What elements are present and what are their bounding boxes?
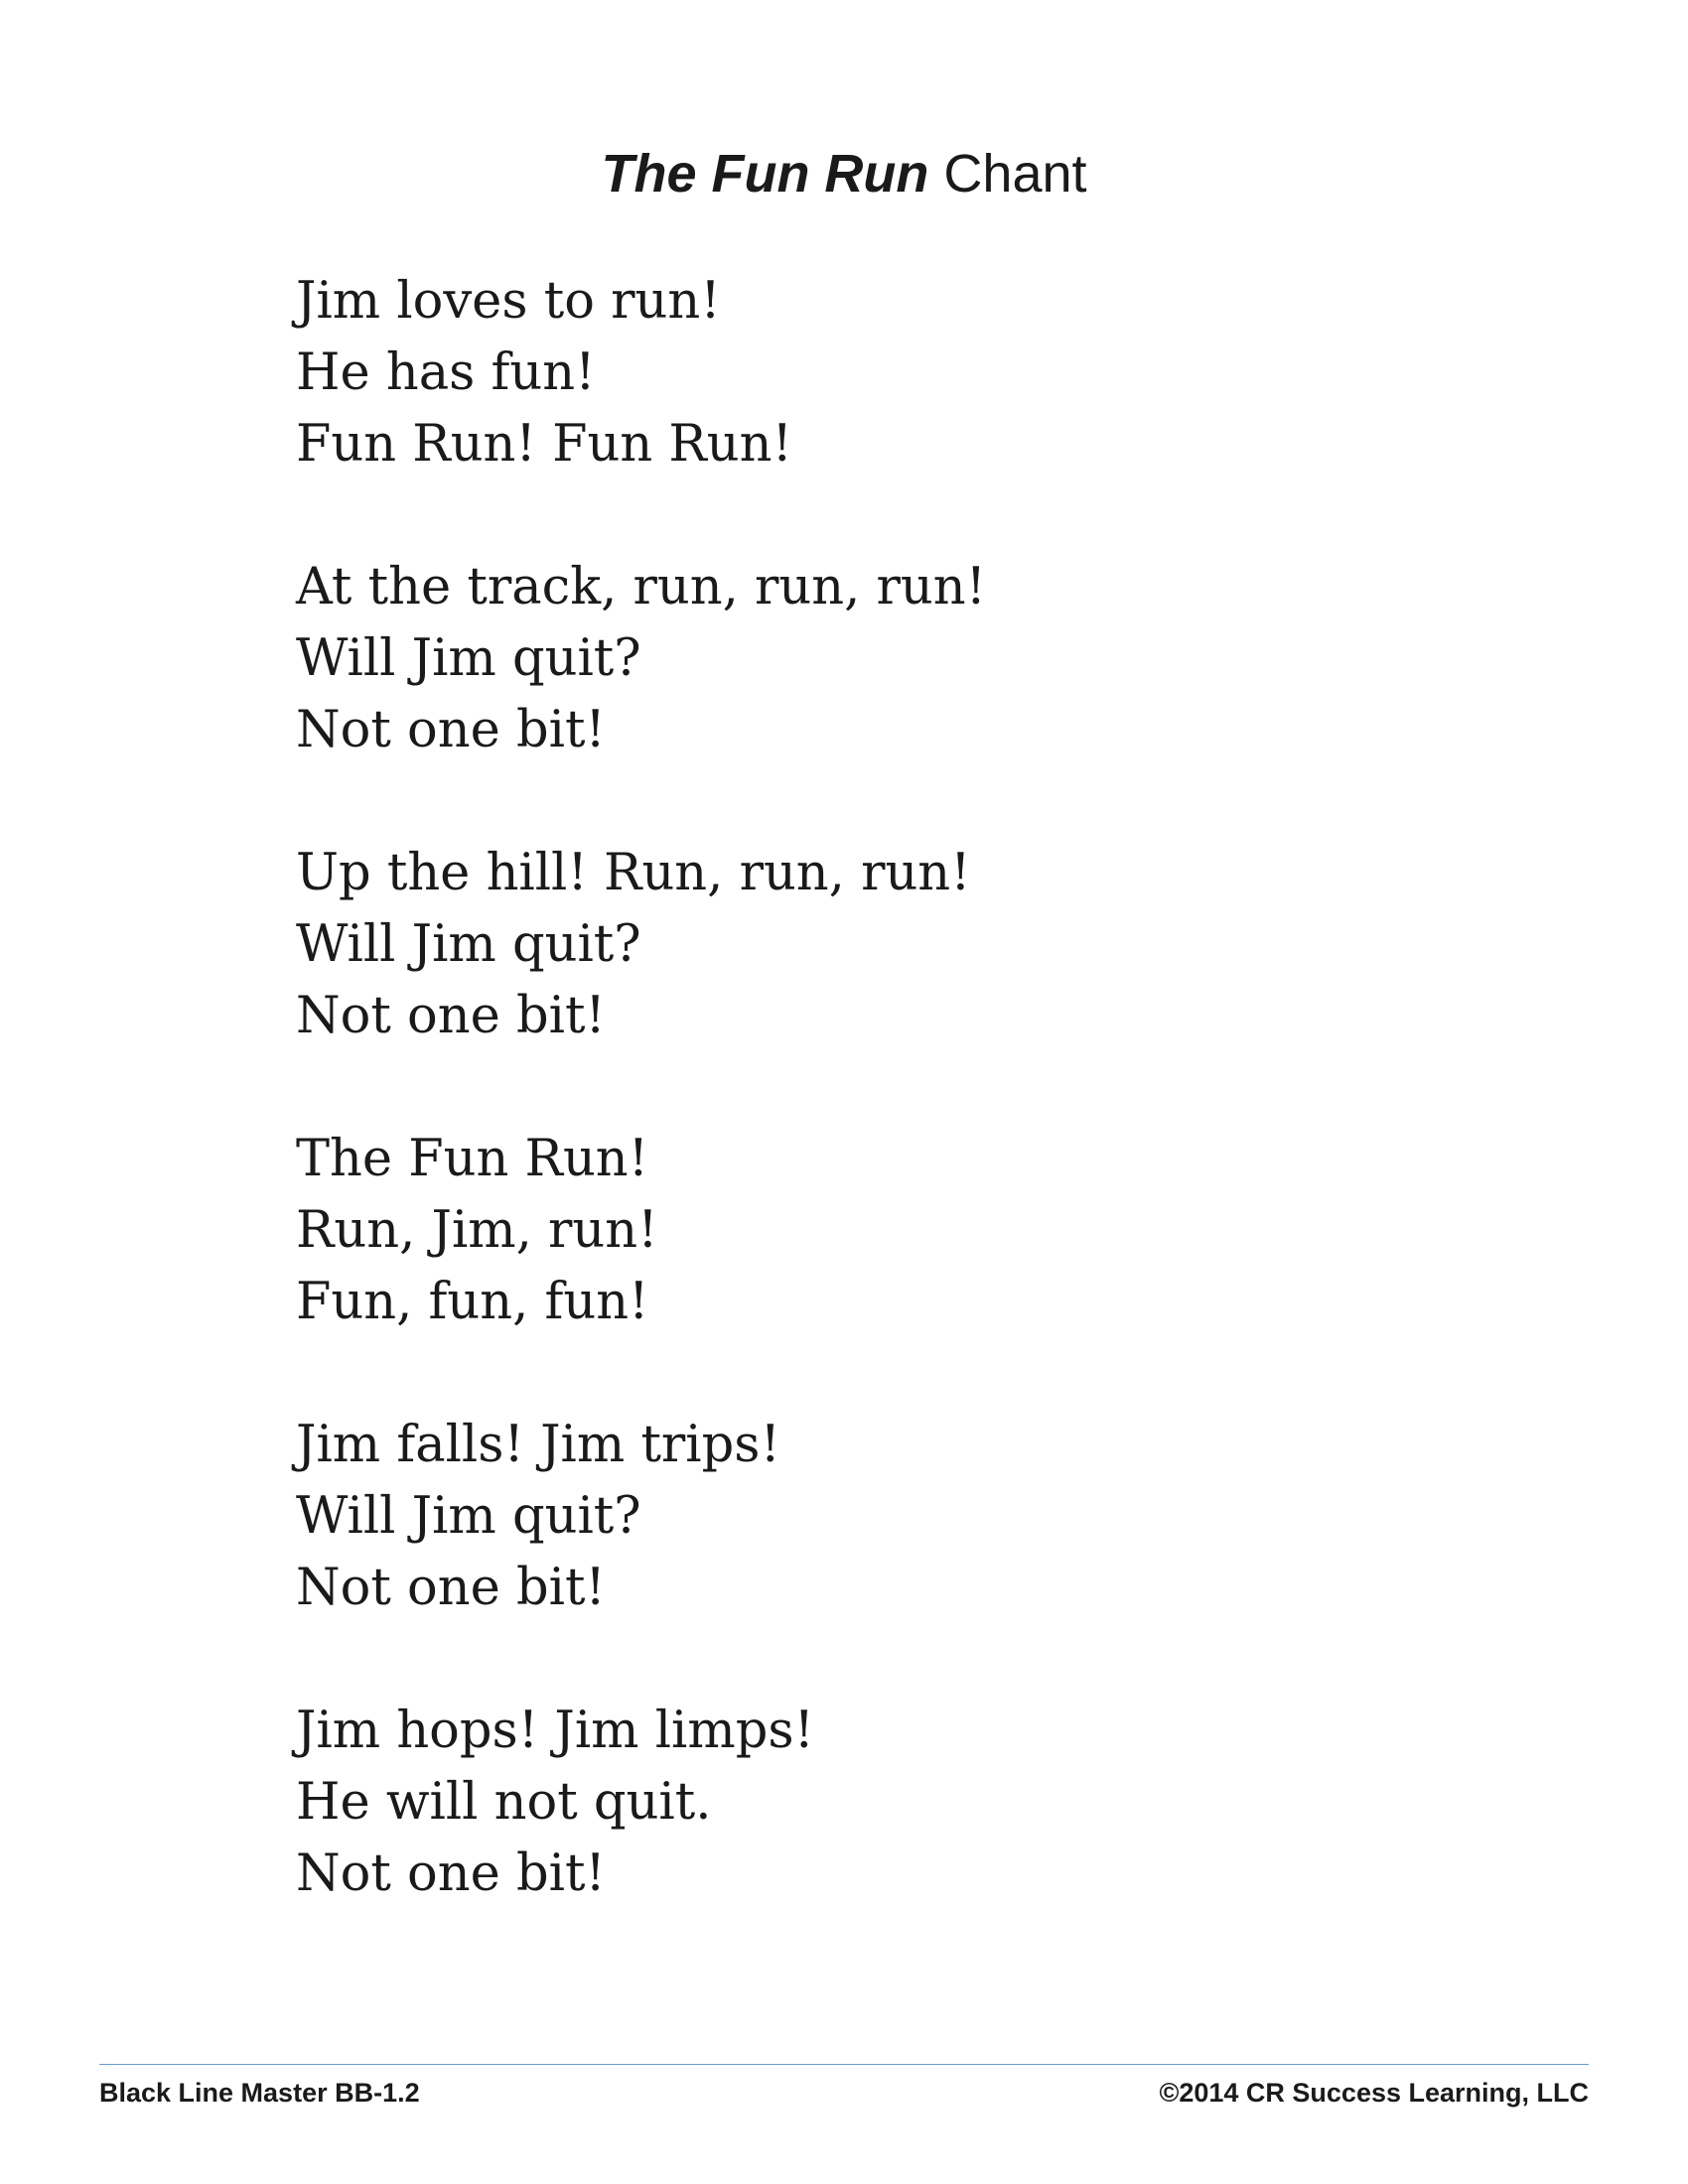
title-italic-part: The Fun Run [601, 144, 929, 204]
stanza-6 [296, 1696, 1487, 1910]
poem-line: Jim falls! Jim trips! [296, 1416, 780, 1474]
stanza-4 [296, 1124, 1487, 1338]
poem-line: Will Jim quit? [296, 629, 641, 688]
chant-poem [296, 266, 1487, 1981]
footer-divider [99, 2064, 1589, 2065]
title-plain-part: Chant [943, 144, 1087, 204]
stanza-3 [296, 838, 1487, 1052]
footer-master-label: Black Line Master BB-1.2 [99, 2078, 420, 2108]
poem-line: Not one bit! [296, 987, 606, 1045]
poem-line: Jim hops! Jim limps! [296, 1702, 815, 1760]
stanza-5 [296, 1410, 1487, 1624]
poem-line: He will not quit. [296, 1773, 712, 1832]
page-title [0, 139, 1688, 208]
poem-line: The Fun Run! [296, 1130, 649, 1188]
stanza-2 [296, 552, 1487, 766]
poem-line: Will Jim quit? [296, 915, 641, 974]
poem-line: At the track, run, run, run! [296, 558, 987, 616]
footer-copyright: ©2014 CR Success Learning, LLC [1159, 2078, 1589, 2108]
poem-line: Not one bit! [296, 1844, 606, 1903]
poem-line: Not one bit! [296, 701, 606, 759]
poem-line: Jim loves to run! [296, 272, 721, 331]
stanza-1 [296, 266, 1487, 480]
poem-line: Will Jim quit? [296, 1487, 641, 1546]
poem-line: Fun Run! Fun Run! [296, 415, 792, 474]
poem-line: Up the hill! Run, run, run! [296, 844, 971, 902]
poem-line: Not one bit! [296, 1559, 606, 1617]
poem-line: Run, Jim, run! [296, 1201, 658, 1260]
poem-line: He has fun! [296, 343, 596, 402]
poem-line: Fun, fun, fun! [296, 1273, 649, 1331]
